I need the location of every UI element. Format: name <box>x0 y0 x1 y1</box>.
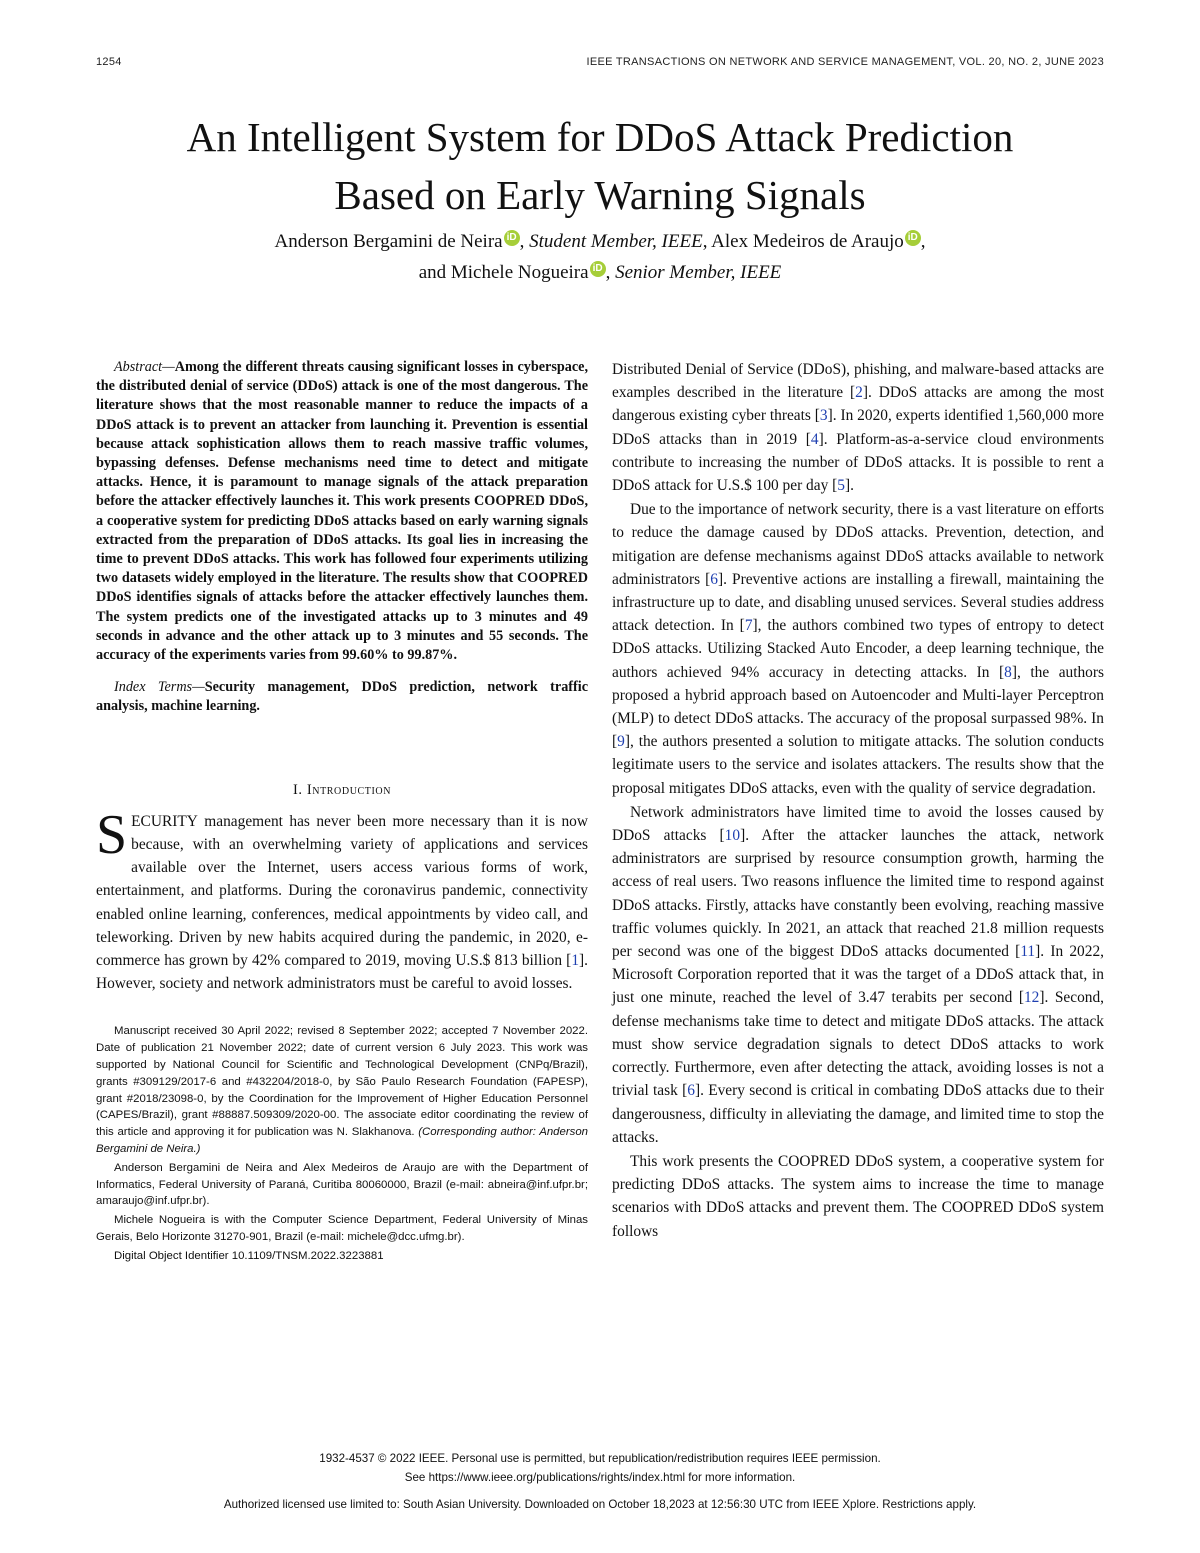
body-paragraph-1: Distributed Denial of Service (DDoS), phishing, and malware-based attacks are examples described in the literature [2]. DDoS attacks are among the most dangerous existing cyber threats [3]. In 2020, experts identified 1,560,000 more DDoS attacks than in 2019 [4]. Platform-as-a-service cloud environments contribute to increasing the number of DDoS attacks. It is possible to rent a DDoS attack for U.S.$ 100 per day [5]. <box>612 361 1105 495</box>
copyright-notice <box>100 1449 1100 1487</box>
abstract-lead: Abstract— <box>114 359 175 375</box>
corresponding-author: (Corresponding author: Anderson Bergamini de Neira.) <box>96 1126 588 1156</box>
copyright-line-2: See https://www.ieee.org/publications/rights/index.html for more information. <box>404 1471 796 1484</box>
abstract-text: Among the different threats causing significant losses in cyberspace, the distributed denial of service (DDoS) attack is one of the most dangerous. The literature shows that the most reasonable manner to reduce the impacts of a DDoS attack is to prevent an attacker from launching it. Prevention is essential because attack sophistication allows them to reach massive traffic volumes, bypassing defenses. Defense mechanisms need time to detect and mitigate attacks. Hence, it is paramount to manage signals of the attack preparation before the attacker effectively launches it. This work presents COOPRED DDoS, a cooperative system for predicting DDoS attacks based on early warning signals extracted from the preparation of DDoS attacks. Its goal lies in increasing the time to prevent DDoS attacks. This work has followed four experiments utilizing two datasets widely employed in the literature. The results show that COOPRED DDoS identifies signals of attacks before the attacker effectively launches them. The system predicts one of the investigated attacks up to 3 minutes and 49 seconds in advance and the other attack up to 3 minutes and 55 seconds. The accuracy of the experiments varies from 99.60% to 99.87%. <box>96 359 588 664</box>
intro-paragraph: SECURITY management has never been more necessary than it is now because, with an overwhelming variety of applications and services available over the Internet, users access various forms of work, entertainment, and platforms. During the coronavirus pandemic, connectivity enabled online learning, conferences, medical appointments by video call, and teleworking. Driven by new habits acquired during the pandemic, in 2020, e-commerce has grown by 42% compared to 2019, moving U.S.$ 813 billion [1]. However, society and network administrators must be careful to avoid losses. <box>96 803 588 993</box>
author-1-name: Anderson Bergamini de Neira <box>274 231 503 252</box>
citation-link[interactable]: 1 <box>571 952 580 970</box>
citation-link[interactable]: 6 <box>710 570 718 588</box>
page-number: 1254 <box>96 56 122 68</box>
citation-link[interactable]: 7 <box>744 617 753 635</box>
abstract <box>96 358 588 665</box>
citation-link[interactable]: 8 <box>1004 663 1012 681</box>
body-paragraph-3: Network administrators have limited time to avoid the losses caused by DDoS attacks [10]. After the attacker launches the attack, network administrators are surprised by resource consumption growth, harming the access of real users. Two reasons influence the limited time to respond against DDoS attacks. Firstly, attacks have constantly been evolving, reaching massive traffic volumes quickly. In 2021, an attack that reached 21.8 million requests per second was one of the biggest DDoS attacks documented [11]. In 2022, Microsoft Corporation reported that it was the target of a DDoS attack that, in just one minute, reached the level of 3.47 terabits per second [12]. Second, defense mechanisms take time to detect and mitigate DDoS attacks. The attack must show service degradation signals to detect DDoS attacks to work correctly. Furthermore, even after detecting the attack, avoiding losses is not a trivial task [6]. Every second is critical in combating DDoS attacks due to their dangerousness, difficulty in alleviating the damage, and limited time to stop the attacks. <box>612 803 1104 1146</box>
index-terms-text: Security management, DDoS prediction, network traffic analysis, machine learning. <box>96 679 588 715</box>
citation-link[interactable]: 2 <box>855 384 863 402</box>
author-2-name: Alex Medeiros de Araujo <box>711 231 904 252</box>
title-line-1: An Intelligent System for DDoS Attack Prediction <box>186 114 1014 160</box>
title-line-2: Based on Early Warning Signals <box>334 172 866 218</box>
body-paragraph-2: Due to the importance of network security, there is a vast literature on efforts to reduce the damage caused by DDoS attacks. Prevention, detection, and mitigation are defense mechanisms against DDoS attacks available to network administrators [6]. Preventive actions are installing a firewall, maintaining the infrastructure up to date, and disabling unused services. Several studies address attack detection. In [7], the authors combined two types of entropy to detect DDoS attacks. Utilizing Stacked Auto Encoder, a deep learning technique, the authors achieved 94% accuracy in detecting attacks. In [8], the authors proposed a hybrid approach based on Autoencoder and Multi-layer Perceptron (MLP) to detect DDoS attacks. The accuracy of the proposal surpassed 98%. In [9], the authors presented a solution to mitigate attacks. The solution conducts legitimate users to the service and isolates attackers. The results show that the proposal mitigates DDoS attacks, even with the quality of service degradation. <box>612 501 1105 797</box>
body-paragraph-4: This work presents the COOPRED DDoS system, a cooperative system for predicting DDoS attacks. The system aims to increase the time to manage scenarios with DDoS attacks and prevent them. The COOPRED DDoS system follows <box>612 1152 1104 1240</box>
citation-link[interactable]: 11 <box>1020 943 1036 961</box>
footnote-manuscript: Manuscript received 30 April 2022; revised 8 September 2022; accepted 7 November 2022. Date of publication 21 November 2022; date of current version 6 July 2023. This work was supported by National Council for Scientific and Technological Development (CNPq/Brazil), grants #309129/2017-6 and #432204/2018-0, by São Paulo Research Foundation (FAPESP), grant #2018/23098-0, by the Coordination for the Improvement of Higher Education Personnel (CAPES/Brazil), grant #88887.509309/2020-00. The associate editor coordinating the review of this article and approving it for publication was N. Slakhanova. (Corresponding author: Anderson Bergamini de Neira.) <box>96 1025 588 1156</box>
author-list <box>100 226 1100 288</box>
citation-link[interactable]: 4 <box>810 430 819 448</box>
citation-link[interactable]: 6 <box>687 1082 695 1100</box>
orcid-icon[interactable]: iD <box>590 261 606 277</box>
author-line-2: and Michele Nogueira iD , Senior Member, IEEE <box>418 262 782 283</box>
section-heading-introduction: I. Introduction <box>292 781 392 798</box>
drop-cap: S <box>96 803 128 866</box>
journal-header: IEEE TRANSACTIONS ON NETWORK AND SERVICE MANAGEMENT, VOL. 20, NO. 2, JUNE 2023 <box>586 56 1104 68</box>
footnote-doi: Digital Object Identifier 10.1109/TNSM.2022.3223881 <box>114 1249 384 1262</box>
index-terms <box>96 678 588 716</box>
citation-link[interactable]: 9 <box>617 733 625 751</box>
index-terms-lead: Index Terms— <box>114 679 205 696</box>
citation-link[interactable]: 12 <box>1023 989 1040 1007</box>
running-head <box>96 56 1104 68</box>
license-notice: Authorized licensed use limited to: South Asian University. Downloaded on October 18,2023 at 12:56:30 UTC from IEEE Xplore. Restrictions apply. <box>223 1498 977 1511</box>
orcid-icon[interactable]: iD <box>504 230 520 246</box>
author-3-name: and Michele Nogueira <box>418 262 589 283</box>
footnote-affiliation-1: Anderson Bergamini de Neira and Alex Medeiros de Araujo are with the Department of Informatics, Federal University of Paraná, Curitiba 80060000, Brazil (e-mail: abneira@inf.ufpr.br; amaraujo@inf.ufpr.br). <box>96 1161 588 1208</box>
footnotes <box>96 1023 588 1264</box>
citation-link[interactable]: 10 <box>724 827 741 845</box>
right-column <box>612 358 1104 1244</box>
citation-link[interactable]: 5 <box>837 477 845 495</box>
left-column <box>96 358 588 1267</box>
author-3-role: Senior Member, IEEE <box>615 262 782 283</box>
author-line-1: Anderson Bergamini de Neira iD , Student Member, IEEE, Alex Medeiros de Araujo iD , <box>274 231 926 252</box>
citation-link[interactable]: 3 <box>819 407 828 425</box>
paper-title <box>60 108 1140 224</box>
footnote-affiliation-2: Michele Nogueira is with the Computer Science Department, Federal University of Minas Gerais, Belo Horizonte 31270-901, Brazil (e-mail: michele@dcc.ufmg.br). <box>96 1214 588 1244</box>
author-1-role: Student Member, IEEE <box>529 231 703 252</box>
intro-first-word: ECURITY <box>131 812 198 830</box>
copyright-line-1: 1932-4537 © 2022 IEEE. Personal use is permitted, but republication/redistribution requires IEEE permission. <box>319 1452 881 1465</box>
orcid-icon[interactable]: iD <box>905 230 921 246</box>
